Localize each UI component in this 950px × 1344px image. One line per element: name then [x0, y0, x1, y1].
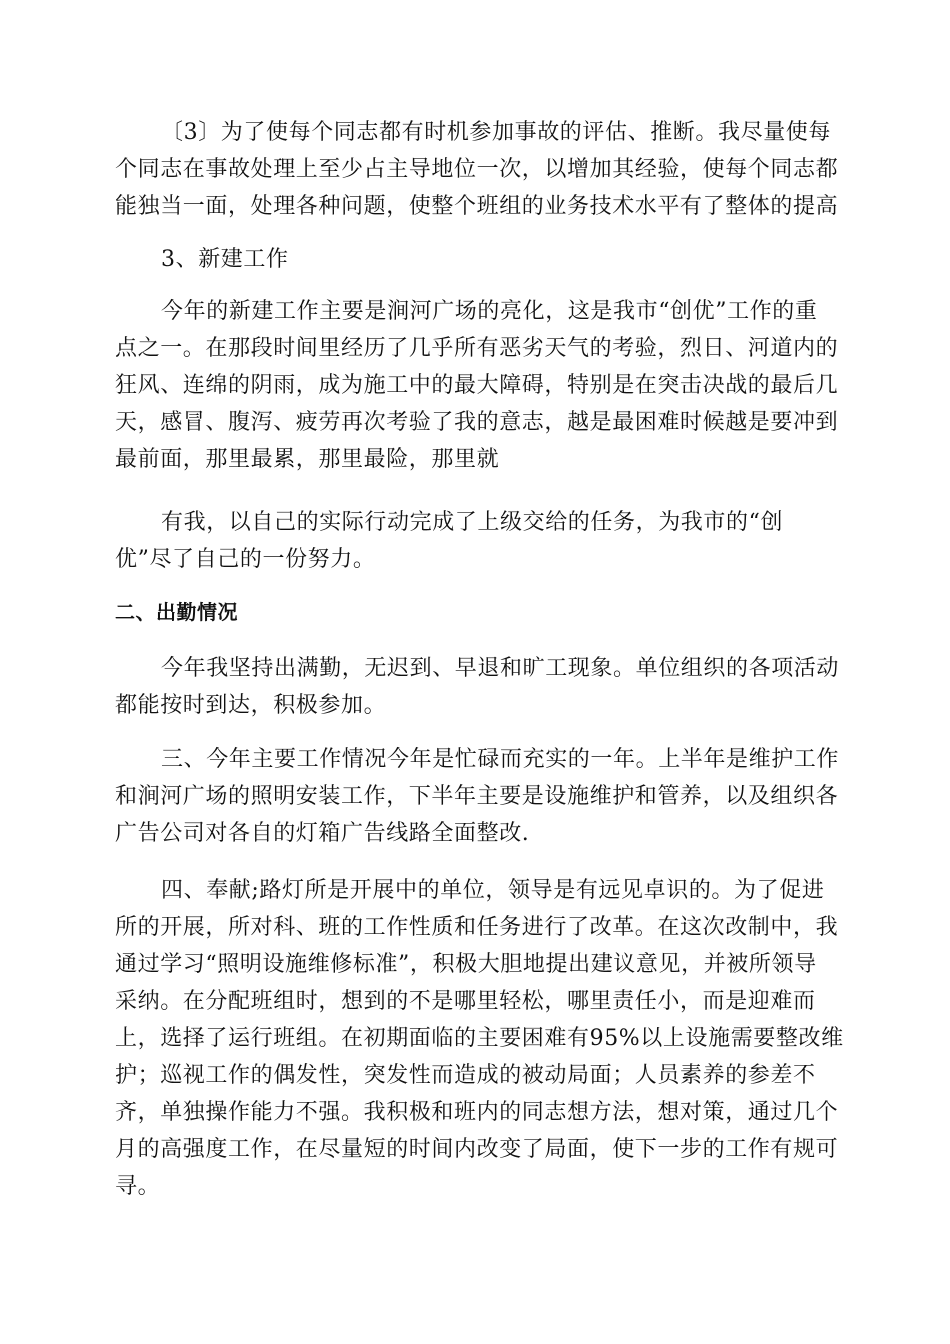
- text-line: 所的开展，所对科、班的工作性质和任务进行了改革。在这次改制中，我: [115, 915, 839, 940]
- text-line: 今年我坚持出满勤，无迟到、早退和旷工现象。单位组织的各项活动: [161, 656, 840, 681]
- paragraph-dedication: [115, 872, 844, 1205]
- paragraph-accident-handling: [115, 114, 839, 225]
- paragraph-contribution: [115, 504, 835, 578]
- text-line: 通过学习“照明设施维修标准”，积极大胆地提出建议意见，并被所领导: [115, 952, 817, 977]
- text-line: 最前面，那里最累，那里最险，那里就: [115, 447, 500, 472]
- text-line: 采纳。在分配班组时，想到的不是哪里轻松，哪里责任小，而是迎难而: [115, 989, 816, 1014]
- text-line: 能独当一面，处理各种问题，使整个班组的业务技术水平有了整体的提高: [115, 194, 839, 219]
- text-line: 点之一。在那段时间里经历了几乎所有恶劣天气的考验，烈日、河道内的: [115, 336, 839, 361]
- text-line: 月的高强度工作，在尽量短的时间内改变了局面，使下一步的工作有规可: [115, 1137, 839, 1162]
- paragraph-new-construction: [115, 293, 839, 478]
- text-line: 狂风、连绵的阴雨，成为施工中的最大障碍，特别是在突击决战的最后几: [115, 373, 839, 398]
- text-line: 上，选择了运行班组。在初期面临的主要困难有95%以上设施需要整改维: [115, 1026, 844, 1051]
- subheading-new-construction: [115, 241, 835, 278]
- text-line: 三、今年主要工作情况今年是忙碌而充实的一年。上半年是维护工作: [161, 747, 840, 772]
- text-line: 齐，单独操作能力不强。我积极和班内的同志想方法，想对策，通过几个: [115, 1100, 839, 1125]
- text-line: 和涧河广场的照明安装工作，下半年主要是设施维护和管养，以及组织各: [115, 784, 839, 809]
- text-line: 护；巡视工作的偶发性，突发性而造成的被动局面；人员素养的参差不: [115, 1063, 816, 1088]
- text-line: 今年的新建工作主要是涧河广场的亮化，这是我市“创优”工作的重: [161, 299, 818, 324]
- text-line: 寻。: [115, 1174, 161, 1199]
- text-line: 广告公司对各自的灯箱广告线路全面整改.: [115, 821, 530, 846]
- text-line: 天，感冒、腹泻、疲劳再次考验了我的意志，越是最困难时候越是要冲到: [115, 410, 839, 435]
- section-heading-attendance: 二、出勤情况: [115, 600, 238, 624]
- text-line: 优”尽了自己的一份努力。: [115, 547, 376, 572]
- paragraph-attendance: [115, 650, 840, 724]
- paragraph-main-work: [115, 741, 840, 852]
- text-line: 个同志在事故处理上至少占主导地位一次，以增加其经验，使每个同志都: [115, 157, 839, 182]
- text-line: 有我，以自己的实际行动完成了上级交给的任务，为我市的“创: [161, 510, 784, 535]
- text-line: 都能按时到达，积极参加。: [115, 693, 387, 718]
- text-line: 四、奉献;路灯所是开展中的单位，领导是有远见卓识的。为了促进: [161, 878, 825, 903]
- text-line: 3、新建工作: [161, 247, 289, 272]
- text-line: 〔3〕为了使每个同志都有时机参加事故的评估、推断。我尽量使每: [161, 120, 831, 145]
